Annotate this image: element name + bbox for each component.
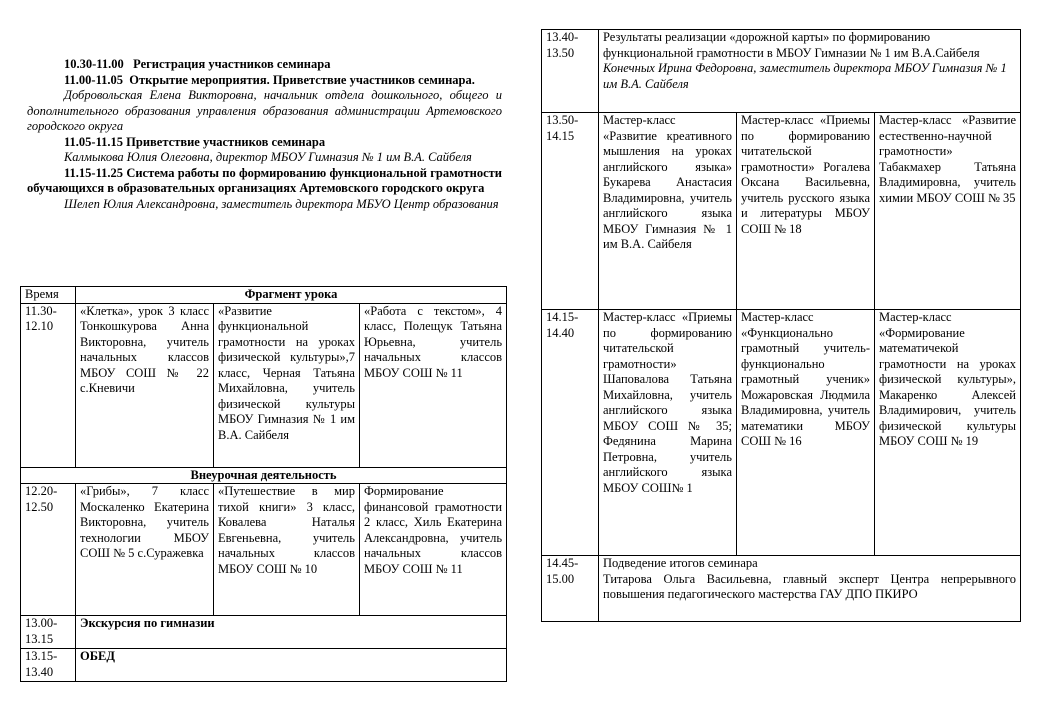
time-cell: 13.40-13.50 bbox=[542, 30, 599, 113]
time-cell: 14.15-14.40 bbox=[542, 310, 599, 556]
report-cell bbox=[599, 30, 1021, 113]
master-class-cell: Мастер-класс «Приемы по формированию читательской грамотности» Рогалева Оксана Васильевна, учитель русского языка и литературы МБОУ СОШ № 18 bbox=[737, 113, 875, 310]
intro-speaker-3: Калмыкова Юлия Олеговна, директор МБОУ Гимназия № 1 им В.А. Сайбеля bbox=[64, 150, 472, 164]
table-row bbox=[21, 649, 507, 682]
summary-title: Подведение итогов семинара bbox=[603, 556, 758, 570]
table-row bbox=[542, 30, 1021, 113]
table-row bbox=[542, 556, 1021, 622]
intro-speaker-2: Добровольская Елена Викторовна, начальник отдела дошкольного, общего и дополнительного образования управления образования администрации Артемовского городского округа bbox=[27, 88, 502, 133]
time-header: Время bbox=[21, 287, 76, 304]
intro-item-1: 10.30-11.00 Регистрация участников семинара bbox=[64, 57, 331, 71]
time-cell: 13.50-14.15 bbox=[542, 113, 599, 310]
table-row bbox=[542, 113, 1021, 310]
session-cell: Формирование финансовой грамотности 2 класс, Хиль Екатерина Александровна, учитель начальных классов МБОУ СОШ № 11 bbox=[360, 484, 507, 616]
time-cell: 12.20-12.50 bbox=[21, 484, 76, 616]
session-cell: «Работа с текстом», 4 класс, Полещук Татьяна Юрьевна, учитель начальных классов МБОУ СОШ № 11 bbox=[360, 303, 507, 467]
session-cell: «Грибы», 7 класс Москаленко Екатерина Викторовна, учитель технологии МБОУ СОШ № 5 с.Суражевка bbox=[76, 484, 214, 616]
master-class-cell: Мастер-класс «Приемы по формированию читательской грамотности» Шаповалова Татьяна Михайловна, учитель английского языка МБОУ СОШ № 35; Федянина Марина Петровна, учитель английского языка МБОУ СОШ№ 1 bbox=[599, 310, 737, 556]
table-row bbox=[542, 310, 1021, 556]
report-title: Результаты реализации «дорожной карты» по формированию функциональной грамотности в МБОУ Гимназии № 1 им В.А.Сайбеля bbox=[603, 30, 980, 60]
lunch-cell: ОБЕД bbox=[76, 649, 507, 682]
summary-speaker: Титарова Ольга Васильевна, главный эксперт Центра непрерывного повышения педагогического мастерства ГАУ ДПО ПКИРО bbox=[603, 571, 1016, 601]
table-row bbox=[21, 303, 507, 467]
master-class-cell: Мастер-класс «Развитие креативного мышления на уроках английского языка» Букарева Анастасия Владимировна, учитель английского языка МБОУ Гимназия № 1 им В.А. Сайбеля bbox=[599, 113, 737, 310]
table-row bbox=[21, 484, 507, 616]
session-cell: «Путешествие в мир тихой книги» 3 класс, Ковалева Наталья Евгеньевна, учитель начальных классов МБОУ СОШ № 10 bbox=[214, 484, 360, 616]
program-intro bbox=[27, 57, 502, 212]
intro-item-4: 11.15-11.25 Система работы по формированию функциональной грамотности обучающихся в образовательных организациях Артемовского городского округа bbox=[27, 165, 503, 195]
master-class-cell: Мастер-класс «Функционально грамотный учитель-функционально грамотный ученик» Можаровская Людмила Владимировна, учитель математики МБОУ СОШ № 16 bbox=[737, 310, 875, 556]
report-speaker: Конечных Ирина Федоровна, заместитель директора МБОУ Гимназия № 1 им В.А. Сайбеля bbox=[603, 61, 1007, 91]
schedule-table-left bbox=[20, 286, 507, 682]
master-class-cell: Мастер-класс «Развитие естественно-научной грамотности» Табакмахер Татьяна Владимировна, учитель химии МБОУ СОШ № 35 bbox=[875, 113, 1021, 310]
intro-item-3: 11.05-11.15 Приветствие участников семинара bbox=[64, 134, 326, 149]
table-row bbox=[21, 616, 507, 649]
session-cell: «Развитие функциональной грамотности на уроках физической культуры»,7 класс, Черная Татьяна Михайловна, учитель физической культуры МБОУ Гимназия № 1 им В.А. Сайбеля bbox=[214, 303, 360, 467]
table-row bbox=[21, 287, 507, 304]
section-lesson-fragment: Фрагмент урока bbox=[76, 287, 507, 304]
schedule-table-right bbox=[541, 29, 1021, 622]
table-row bbox=[21, 467, 507, 484]
master-class-cell: Мастер-класс «Формирование математичекой грамотности на уроках физической культуры», Макаренко Алексей Владимирович, учитель физической культуры МБОУ СОШ № 19 bbox=[875, 310, 1021, 556]
time-cell: 13.00-13.15 bbox=[21, 616, 76, 649]
time-cell: 13.15-13.40 bbox=[21, 649, 76, 682]
session-cell: «Клетка», урок 3 класс Тонкошкурова Анна Викторовна, учитель начальных классов МБОУ СОШ № 22 с.Кневичи bbox=[76, 303, 214, 467]
time-cell: 14.45-15.00 bbox=[542, 556, 599, 622]
intro-speaker-4: Шелеп Юлия Александровна, заместитель директора МБУО Центр образования bbox=[64, 196, 499, 211]
summary-cell bbox=[599, 556, 1021, 622]
section-extracurricular: Внеурочная деятельность bbox=[21, 467, 507, 484]
excursion-cell: Экскурсия по гимназии bbox=[76, 616, 507, 649]
time-cell: 11.30-12.10 bbox=[21, 303, 76, 467]
intro-item-2: 11.00-11.05 Открытие мероприятия. Приветствие участников семинара. bbox=[64, 72, 475, 87]
